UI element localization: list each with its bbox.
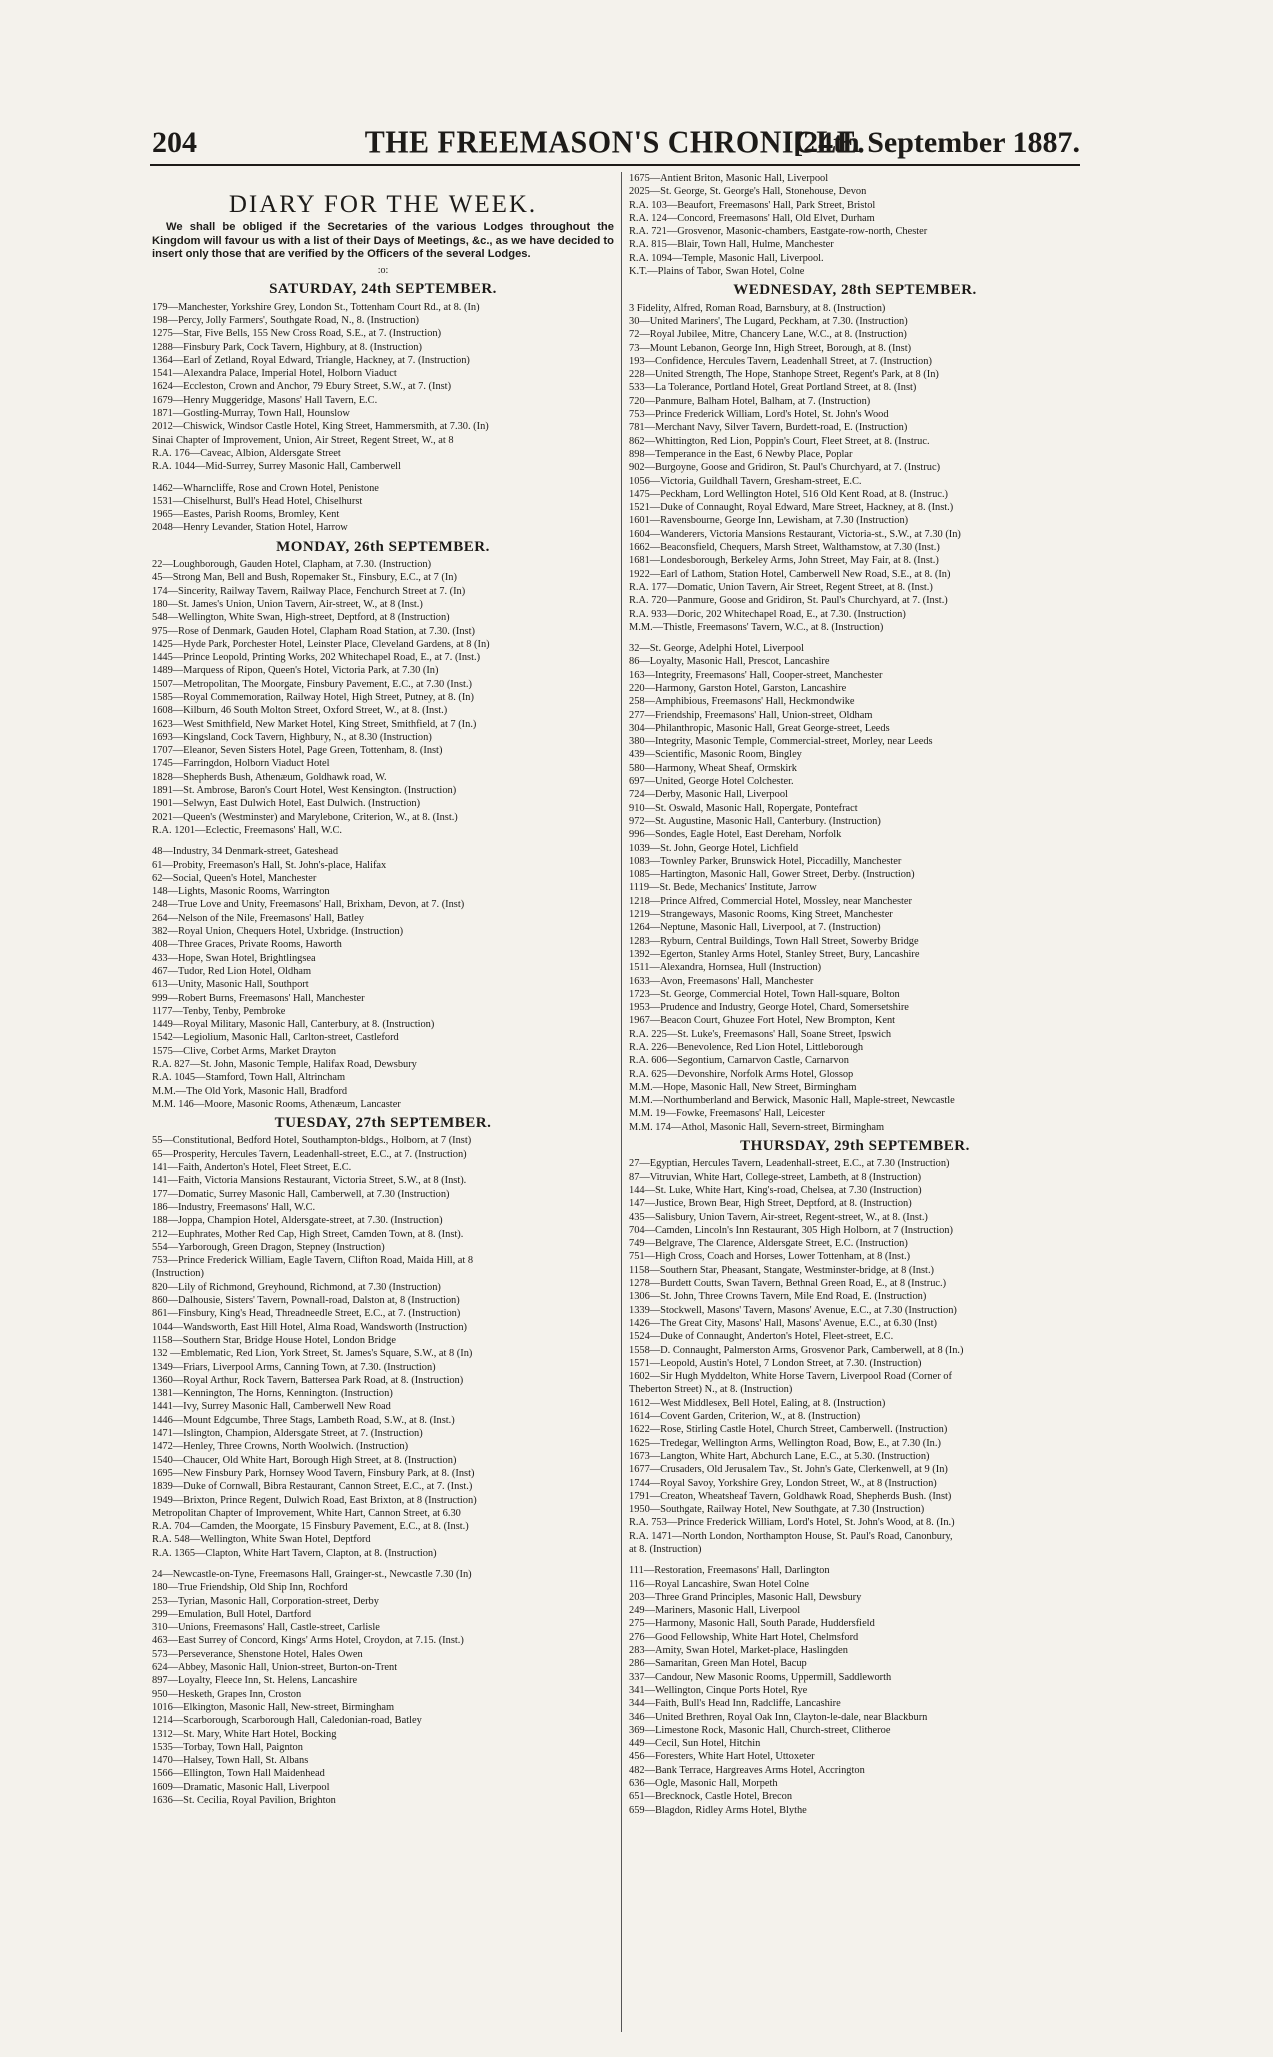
lodge-entry: R.A. 226—Benevolence, Red Lion Hotel, Littleborough — [629, 1042, 864, 1053]
lodge-entry: 1604—Wanderers, Victoria Mansions Restaurant, Victoria-st., S.W., at 7.30 (In) — [629, 528, 961, 540]
lodge-entry: 1901—Selwyn, East Dulwich Hotel, East Dulwich. (Instruction) — [152, 798, 421, 810]
group-gap — [629, 1556, 1081, 1564]
lodge-entry: 1472—Henley, Three Crowns, North Woolwich. (Instruction) — [152, 1441, 409, 1453]
lodge-entry: 1585—Royal Commemoration, Railway Hotel, High Street, Putney, at 8. (In) — [152, 691, 474, 703]
lodge-entry: 310—Unions, Freemasons' Hall, Castle-street, Carlisle — [152, 1622, 380, 1634]
lodge-entry: 1636—St. Cecilia, Royal Pavilion, Brighton — [152, 1795, 336, 1807]
lodge-entry: 1744—Royal Savoy, Yorkshire Grey, London Street, W., at 8 (Instruction) — [629, 1477, 937, 1489]
lodge-entry: R.A. 827—St. John, Masonic Temple, Halifax Road, Dewsbury — [152, 1059, 417, 1070]
lodge-entry: 1507—Metropolitan, The Moorgate, Finsbury Pavement, E.C., at 7.30 (Inst.) — [152, 678, 472, 690]
lodge-entry: 1693—Kingsland, Cock Tavern, Highbury, N., at 8.30 (Instruction) — [152, 731, 432, 743]
lodge-entry: 1364—Earl of Zetland, Royal Edward, Triangle, Hackney, at 7. (Instruction) — [152, 354, 470, 366]
lodge-entry: 1446—Mount Edgcumbe, Three Stags, Lambeth Road, S.W., at 8. (Inst.) — [152, 1414, 455, 1426]
lodge-entry: R.A. 1094—Temple, Masonic Hall, Liverpool. — [629, 252, 824, 264]
lodge-entry: 1524—Duke of Connaught, Anderton's Hotel, Fleet-street, E.C. — [629, 1331, 894, 1343]
lodge-entry: R.A. 753—Prince Frederick William, Lord's Hotel, St. John's Wood, at 8. (In.) — [629, 1517, 955, 1529]
lodge-entry: 1681—Londesborough, Berkeley Arms, John Street, May Fair, at 8. (Inst.) — [629, 555, 939, 567]
section-tuesday — [152, 1117, 614, 1807]
lodge-entry: 3 Fidelity, Alfred, Roman Road, Barnsbury, at 8. (Instruction) — [629, 302, 886, 314]
lodge-entry: 1922—Earl of Lathom, Station Hotel, Camberwell New Road, S.E., at 8. (In) — [629, 568, 951, 580]
lodge-entry: 996—Sondes, Eagle Hotel, East Dereham, Norfolk — [629, 829, 842, 841]
lodge-entry: 1425—Hyde Park, Porchester Hotel, Leinster Place, Cleveland Gardens, at 8 (In) — [152, 638, 490, 650]
lodge-entry: 1264—Neptune, Masonic Hall, Liverpool, at 7. (Instruction) — [629, 922, 881, 934]
lodge-entry: M.M.—Northumberland and Berwick, Masonic Hall, Maple-street, Newcastle — [629, 1095, 955, 1107]
lodge-entry: 975—Rose of Denmark, Gauden Hotel, Clapham Road Station, at 7.30. (Inst) — [152, 625, 475, 637]
lodge-entry: 1283—Ryburn, Central Buildings, Town Hall Street, Sowerby Bridge — [629, 935, 919, 947]
lodge-entry: 1839—Duke of Cornwall, Bibra Restaurant, Cannon Street, E.C., at 7. (Inst.) — [152, 1481, 473, 1493]
lodge-entry: 573—Perseverance, Shenstone Hotel, Hales Owen — [152, 1648, 363, 1660]
lodge-entry: 1967—Beacon Court, Ghuzee Fort Hotel, New Brompton, Kent — [629, 1015, 896, 1027]
lodge-entry: 1349—Friars, Liverpool Arms, Canning Town, at 7.30. (Instruction) — [152, 1361, 436, 1373]
lodge-entry: 860—Dalhousie, Sisters' Tavern, Pownall-road, Dalston at, 8 (Instruction) — [152, 1295, 460, 1307]
lodge-entry: 1614—Covent Garden, Criterion, W., at 8. (Instruction) — [629, 1411, 861, 1423]
lodge-entry: 2021—Queen's (Westminster) and Marylebone, Criterion, W., at 8. (Inst.) — [152, 811, 458, 823]
lodge-entry: at 8. (Instruction) — [629, 1543, 702, 1555]
lodge-entry: 2025—St. George, St. George's Hall, Stonehouse, Devon — [629, 186, 867, 198]
lodge-entry: 62—Social, Queen's Hotel, Manchester — [152, 872, 317, 884]
lodge-entry: 116—Royal Lancashire, Swan Hotel Colne — [629, 1578, 809, 1590]
lodge-entry: 380—Integrity, Masonic Temple, Commercial-street, Morley, near Leeds — [629, 736, 933, 748]
lodge-entry: 1612—West Middlesex, Bell Hotel, Ealing, at 8. (Instruction) — [629, 1397, 886, 1409]
lodge-entry: 749—Belgrave, The Clarence, Aldersgate Street, E.C. (Instruction) — [629, 1238, 908, 1250]
lodge-entry: 1575—Clive, Corbet Arms, Market Drayton — [152, 1045, 337, 1057]
lodge-entry: R.A. 1044—Mid-Surrey, Surrey Masonic Hall, Camberwell — [152, 461, 401, 473]
lodge-entry: 972—St. Augustine, Masonic Hall, Canterbury. (Instruction) — [629, 815, 881, 827]
lodge-entry: 1608—Kilburn, 46 South Molton Street, Oxford Street, W., at 8. (Inst.) — [152, 705, 448, 717]
lodge-entry: 697—United, George Hotel Colchester. — [629, 776, 794, 788]
lodge-entry: 910—St. Oswald, Masonic Hall, Ropergate, Pontefract — [629, 802, 858, 814]
lodge-entry: 258—Amphibious, Freemasons' Hall, Heckmondwike — [629, 696, 855, 708]
lodge-entry: 1602—Sir Hugh Myddelton, White Horse Tavern, Liverpool Road (Corner of — [629, 1371, 952, 1383]
day-heading: WEDNESDAY, 28th SEPTEMBER. — [733, 282, 977, 299]
lodge-entry: M.M.—Thistle, Freemasons' Tavern, W.C., at 8. (Instruction) — [629, 621, 884, 633]
lodge-entry: 248—True Love and Unity, Freemasons' Hall, Brixham, Devon, at 7. (Inst) — [152, 899, 465, 911]
lodge-entry: R.A. 1365—Clapton, White Hart Tavern, Clapton, at 8. (Instruction) — [152, 1547, 437, 1559]
day-heading: MONDAY, 26th SEPTEMBER. — [276, 538, 490, 555]
lodge-entry: Theberton Street) N., at 8. (Instruction) — [629, 1384, 793, 1396]
lodge-entry: 1662—Beaconsfield, Chequers, Marsh Street, Walthamstow, at 7.30 (Inst.) — [629, 542, 940, 554]
lodge-entry: 1871—Gostling-Murray, Town Hall, Hounslow — [152, 408, 350, 420]
lodge-entry: R.A. 548—Wellington, White Swan Hotel, Deptford — [152, 1534, 371, 1546]
lodge-entry: 624—Abbey, Masonic Hall, Union-street, Burton-on-Trent — [152, 1662, 398, 1674]
lodge-entry: 1571—Leopold, Austin's Hotel, 7 London Street, at 7.30. (Instruction) — [629, 1357, 922, 1369]
lodge-entry: 751—High Cross, Coach and Horses, Lower Tottenham, at 8 (Inst.) — [629, 1251, 911, 1263]
lodge-entry: 433—Hope, Swan Hotel, Brightlingsea — [152, 952, 316, 964]
lodge-entry: 249—Mariners, Masonic Hall, Liverpool — [629, 1605, 801, 1617]
lodge-entry: (Instruction) — [152, 1268, 204, 1280]
lodge-entry: 753—Prince Frederick William, Lord's Hotel, St. John's Wood — [629, 409, 889, 421]
lodge-entry: 1791—Creaton, Wheatsheaf Tavern, Goldhawk Road, Shepherds Bush. (Inst) — [629, 1490, 952, 1502]
lodge-entry: 87—Vitruvian, White Hart, College-street, Lambeth, at 8 (Instruction) — [629, 1171, 922, 1183]
lodge-entry: R.A. 176—Caveac, Albion, Aldersgate Street — [152, 447, 341, 459]
lodge-entry: 1609—Dramatic, Masonic Hall, Liverpool — [152, 1781, 330, 1793]
lodge-entry: 1531—Chiselhurst, Bull's Head Hotel, Chiselhurst — [152, 495, 363, 507]
lodge-entry: 48—Industry, 34 Denmark-street, Gateshead — [152, 846, 339, 858]
lodge-entry: 2012—Chiswick, Windsor Castle Hotel, King Street, Hammersmith, at 7.30. (In) — [152, 421, 489, 433]
lodge-entry: 1673—Langton, White Hart, Abchurch Lane, E.C., at 5.30. (Instruction) — [629, 1450, 930, 1462]
group-gap — [152, 474, 614, 482]
lodge-entry: 382—Royal Union, Chequers Hotel, Uxbridge. (Instruction) — [152, 926, 404, 938]
lodge-entry: 1360—Royal Arthur, Rock Tavern, Battersea Park Road, at 8. (Instruction) — [152, 1374, 464, 1386]
lodge-entry: 1016—Elkington, Masonic Hall, New-street, Birmingham — [152, 1701, 395, 1713]
lodge-entry: 820—Lily of Richmond, Greyhound, Richmond, at 7.30 (Instruction) — [152, 1281, 441, 1293]
lodge-entry: 1953—Prudence and Industry, George Hotel, Chard, Somersetshire — [629, 1002, 909, 1014]
lodge-entry: 1489—Marquess of Ripon, Queen's Hotel, Victoria Park, at 7.30 (In) — [152, 665, 439, 677]
lodge-entry: Metropolitan Chapter of Improvement, White Hart, Cannon Street, at 6.30 — [152, 1507, 461, 1519]
lodge-entry: 1949—Brixton, Prince Regent, Dulwich Road, East Brixton, at 8 (Instruction) — [152, 1494, 477, 1506]
lodge-entry: 463—East Surrey of Concord, Kings' Arms Hotel, Croydon, at 7.15. (Inst.) — [152, 1635, 464, 1647]
lodge-entry: 580—Harmony, Wheat Sheaf, Ormskirk — [629, 762, 797, 774]
diary-intro: We shall be obliged if the Secretaries of the various Lodges throughout the Kingdom will favour us with a list of their Days of Meetings, &c., as we have decided to insert only those that are verified by the Officers of the several Lodges. — [152, 221, 614, 261]
lodge-entry: 1633—Avon, Freemasons' Hall, Manchester — [629, 975, 814, 987]
lodge-entry: 1039—St. John, George Hotel, Lichfield — [629, 842, 799, 854]
lodge-entry: 1278—Burdett Coutts, Swan Tavern, Bethnal Green Road, E., at 8 (Instruc.) — [629, 1278, 947, 1290]
lodge-entry: 24—Newcastle-on-Tyne, Freemasons Hall, Grainger-st., Newcastle 7.30 (In) — [152, 1568, 472, 1580]
lodge-entry: 1566—Ellington, Town Hall Maidenhead — [152, 1768, 325, 1780]
lodge-entry: 1083—Townley Parker, Brunswick Hotel, Piccadilly, Manchester — [629, 855, 902, 867]
lodge-entry: 144—St. Luke, White Hart, King's-road, Chelsea, at 7.30 (Instruction) — [629, 1184, 922, 1196]
lodge-entry: 1218—Prince Alfred, Commercial Hotel, Mossley, near Manchester — [629, 895, 912, 907]
lodge-entry: 179—Manchester, Yorkshire Grey, London St., Tottenham Court Rd., at 8. (In) — [152, 301, 480, 313]
lodge-entry: 636—Ogle, Masonic Hall, Morpeth — [629, 1778, 778, 1790]
lodge-entry: 897—Loyalty, Fleece Inn, St. Helens, Lancashire — [152, 1675, 358, 1687]
lodge-entry: 1445—Prince Leopold, Printing Works, 202 Whitechapel Road, E., at 7. (Inst.) — [152, 652, 481, 664]
lodge-entry: 1622—Rose, Stirling Castle Hotel, Church Street, Camberwell. (Instruction) — [629, 1424, 948, 1436]
lodge-entry: 439—Scientific, Masonic Room, Bingley — [629, 749, 802, 761]
lodge-entry: 72—Royal Jubilee, Mitre, Chancery Lane, W.C., at 8. (Instruction) — [629, 329, 907, 341]
lodge-entry: Sinai Chapter of Improvement, Union, Air Street, Regent Street, W., at 8 — [152, 434, 454, 446]
lodge-entry: 1950—Southgate, Railway Hotel, New Southgate, at 7.30 (Instruction) — [629, 1504, 925, 1516]
lodge-entry: 533—La Tolerance, Portland Hotel, Great Portland Street, at 8. (Inst) — [629, 382, 917, 394]
left-column — [152, 172, 614, 1807]
lodge-entry: 147—Justice, Brown Bear, High Street, Deptford, at 8. (Instruction) — [629, 1198, 912, 1210]
lodge-entry: 1623—West Smithfield, New Market Hotel, King Street, Smithfield, at 7 (In.) — [152, 718, 477, 730]
section-tuesday-continued — [629, 172, 1081, 278]
lodge-entry: M.M.—The Old York, Masonic Hall, Bradford — [152, 1085, 348, 1097]
lodge-entry: 193—Confidence, Hercules Tavern, Leadenhall Street, at 7. (Instruction) — [629, 355, 932, 367]
day-heading: THURSDAY, 29th SEPTEMBER. — [740, 1138, 970, 1155]
lodge-entry: R.A. 103—Beaufort, Freemasons' Hall, Park Street, Bristol — [629, 199, 876, 211]
lodge-entry: 1521—Duke of Connaught, Royal Edward, Mare Street, Hackney, at 8. (Inst.) — [629, 502, 954, 514]
lodge-entry: M.M. 19—Fowke, Freemasons' Hall, Leicester — [629, 1108, 825, 1120]
lodge-entry: 1891—St. Ambrose, Baron's Court Hotel, West Kensington. (Instruction) — [152, 785, 457, 797]
lodge-entry: 27—Egyptian, Hercules Tavern, Leadenhall-street, E.C., at 7.30 (Instruction) — [629, 1158, 950, 1170]
lodge-entry: 22—Loughborough, Gauden Hotel, Clapham, at 7.30. (Instruction) — [152, 559, 432, 571]
lodge-entry: 1312—St. Mary, White Hart Hotel, Bocking — [152, 1728, 337, 1740]
lodge-entry: 286—Samaritan, Green Man Hotel, Bacup — [629, 1658, 807, 1670]
lodge-entry: 45—Strong Man, Bell and Bush, Ropemaker St., Finsbury, E.C., at 7 (In) — [152, 572, 457, 584]
lodge-entry: 141—Faith, Anderton's Hotel, Fleet Street, E.C. — [152, 1162, 352, 1174]
lodge-entry: 950—Hesketh, Grapes Inn, Croston — [152, 1688, 302, 1700]
lodge-entry: R.A. 124—Concord, Freemasons' Hall, Old Elvet, Durham — [629, 212, 875, 224]
lodge-entry: 30—United Mariners', The Lugard, Peckham, at 7.30. (Instruction) — [629, 315, 908, 327]
lodge-entry: 203—Three Grand Principles, Masonic Hall, Dewsbury — [629, 1591, 862, 1603]
day-heading: SATURDAY, 24th SEPTEMBER. — [269, 281, 497, 298]
lodge-entry: 283—Amity, Swan Hotel, Market-place, Haslingden — [629, 1645, 848, 1657]
lodge-entry: 1219—Strangeways, Masonic Rooms, King Street, Manchester — [629, 909, 893, 921]
lodge-entry: 32—St. George, Adelphi Hotel, Liverpool — [629, 643, 804, 655]
lodge-entry: 408—Three Graces, Private Rooms, Haworth — [152, 939, 342, 951]
lodge-entry: 188—Joppa, Champion Hotel, Aldersgate-street, at 7.30. (Instruction) — [152, 1215, 443, 1227]
lodge-entry: 1828—Shepherds Bush, Athenæum, Goldhawk road, W. — [152, 771, 387, 783]
lodge-entry: 1695—New Finsbury Park, Hornsey Wood Tavern, Finsbury Park, at 8. (Inst) — [152, 1467, 475, 1479]
lodge-entry: K.T.—Plains of Tabor, Swan Hotel, Colne — [629, 266, 805, 278]
lodge-entry: M.M.—Hope, Masonic Hall, New Street, Birmingham — [629, 1081, 857, 1093]
lodge-entry: 177—Domatic, Surrey Masonic Hall, Camberwell, at 7.30 (Instruction) — [152, 1188, 450, 1200]
lodge-entry: 73—Mount Lebanon, George Inn, High Street, Borough, at 8. (Inst) — [629, 342, 912, 354]
lodge-entry: 141—Faith, Victoria Mansions Restaurant, Victoria Street, S.W., at 8 (Inst). — [152, 1175, 467, 1187]
lodge-entry: 1462—Wharncliffe, Rose and Crown Hotel, Penistone — [152, 482, 379, 494]
day-heading: TUESDAY, 27th SEPTEMBER. — [274, 1115, 492, 1132]
lodge-entry: 1056—Victoria, Guildhall Tavern, Gresham-street, E.C. — [629, 475, 862, 487]
page-number: 204 — [152, 126, 197, 159]
lodge-entry: 253—Tyrian, Masonic Hall, Corporation-street, Derby — [152, 1595, 379, 1607]
group-gap — [152, 1560, 614, 1568]
lodge-entry: 1624—Eccleston, Crown and Anchor, 79 Ebury Street, S.W., at 7. (Inst) — [152, 381, 452, 393]
lodge-entry: 55—Constitutional, Bedford Hotel, Southampton-bldgs., Holborn, at 7 (Inst) — [152, 1135, 472, 1147]
lodge-entry: M.M. 174—Athol, Masonic Hall, Severn-street, Birmingham — [629, 1121, 885, 1133]
lodge-entry: 449—Cecil, Sun Hotel, Hitchin — [629, 1738, 761, 1750]
group-gap — [152, 837, 614, 845]
column-divider — [621, 172, 622, 2032]
section-saturday — [152, 283, 614, 534]
lodge-entry: 862—Whittington, Red Lion, Poppin's Court, Fleet Street, at 8. (Instruc. — [629, 435, 930, 447]
diary-title: DIARY FOR THE WEEK. — [228, 191, 538, 218]
lodge-entry: 276—Good Fellowship, White Hart Hotel, Chelmsford — [629, 1631, 859, 1643]
lodge-entry: 61—Probity, Freemason's Hall, St. John's-place, Halifax — [152, 859, 387, 871]
lodge-entry: R.A. 1045—Stamford, Town Hall, Altrincham — [152, 1072, 346, 1084]
lodge-entry: 1381—Kennington, The Horns, Kennington. (Instruction) — [152, 1388, 393, 1400]
lodge-entry: R.A. 225—St. Luke's, Freemasons' Hall, Soane Street, Ipswich — [629, 1028, 892, 1040]
lodge-entry: 180—True Friendship, Old Ship Inn, Rochford — [152, 1582, 348, 1594]
page-header — [150, 124, 1080, 166]
lodge-entry: 86—Loyalty, Masonic Hall, Prescot, Lancashire — [629, 656, 830, 668]
lodge-entry: 1288—Finsbury Park, Cock Tavern, Highbury, at 8. (Instruction) — [152, 341, 422, 353]
lodge-entry: M.M. 146—Moore, Masonic Rooms, Athenæum, Lancaster — [152, 1098, 401, 1110]
lodge-entry: 228—United Strength, The Hope, Stanhope Street, Regent's Park, at 8 (In) — [629, 369, 939, 381]
lodge-entry: 435—Salisbury, Union Tavern, Air-street, Regent-street, W., at 8. (Inst.) — [629, 1211, 928, 1223]
lodge-entry: R.A. 720—Panmure, Goose and Gridiron, St. Paul's Churchyard, at 7. (Inst.) — [629, 595, 948, 607]
lodge-entry: R.A. 704—Camden, the Moorgate, 15 Finsbury Pavement, E.C., at 8. (Inst.) — [152, 1521, 469, 1533]
publication-title: THE FREEMASON'S CHRONICLE. — [364, 125, 866, 160]
lodge-entry: 1214—Scarborough, Scarborough Hall, Caledonian-road, Batley — [152, 1715, 422, 1727]
lodge-entry: 1339—Stockwell, Masons' Tavern, Masons' Avenue, E.C., at 7.30 (Instruction) — [629, 1304, 957, 1316]
lodge-entry: 704—Camden, Lincoln's Inn Restaurant, 305 High Holborn, at 7 (Instruction) — [629, 1224, 953, 1236]
lodge-entry: R.A. 606—Segontium, Carnarvon Castle, Carnarvon — [629, 1055, 849, 1067]
section-thursday — [629, 1140, 1081, 1817]
lodge-entry: 1535—Torbay, Town Hall, Paignton — [152, 1741, 303, 1753]
lodge-entry: R.A. 1201—Eclectic, Freemasons' Hall, W.C. — [152, 824, 343, 836]
group-gap — [629, 634, 1081, 642]
lodge-entry: 902—Burgoyne, Goose and Gridiron, St. Paul's Churchyard, at 7. (Instruc) — [629, 462, 941, 474]
lodge-entry: 554—Yarborough, Green Dragon, Stepney (Instruction) — [152, 1241, 385, 1253]
lodge-entry: 180—St. James's Union, Union Tavern, Air-street, W., at 8 (Inst.) — [152, 598, 423, 610]
lodge-entry: 467—Tudor, Red Lion Hotel, Oldham — [152, 965, 312, 977]
lodge-entry: R.A. 625—Devonshire, Norfolk Arms Hotel, Glossop — [629, 1068, 854, 1080]
lodge-entry: R.A. 721—Grosvenor, Masonic-chambers, Eastgate-row-north, Chester — [629, 226, 928, 238]
lodge-entry: R.A. 177—Domatic, Union Tavern, Air Street, Regent Street, at 8. (Inst.) — [629, 581, 933, 593]
lodge-entry: 659—Blagdon, Ridley Arms Hotel, Blythe — [629, 1804, 807, 1816]
lodge-entry: 1470—Halsey, Town Hall, St. Albans — [152, 1755, 309, 1767]
section-monday — [152, 538, 614, 1111]
lodge-entry: 148—Lights, Masonic Rooms, Warrington — [152, 886, 330, 898]
lodge-entry: 337—Candour, New Masonic Rooms, Uppermill, Saddleworth — [629, 1671, 892, 1683]
lodge-entry: 613—Unity, Masonic Hall, Southport — [152, 979, 309, 991]
lodge-entry: 1158—Southern Star, Pheasant, Stangate, Westminster-bridge, at 8 (Inst.) — [629, 1264, 935, 1276]
lodge-entry: 264—Nelson of the Nile, Freemasons' Hall, Batley — [152, 912, 364, 924]
lodge-entry: 299—Emulation, Bull Hotel, Dartford — [152, 1608, 312, 1620]
lodge-entry: 304—Philanthropic, Masonic Hall, Great George-street, Leeds — [629, 722, 890, 734]
lodge-entry: 1177—Tenby, Tenby, Pembroke — [152, 1005, 286, 1017]
lodge-entry: 482—Bank Terrace, Hargreaves Arms Hotel, Accrington — [629, 1764, 865, 1776]
lodge-entry: 65—Prosperity, Hercules Tavern, Leadenhall-street, E.C., at 7. (Instruction) — [152, 1148, 467, 1160]
section-wednesday — [629, 284, 1081, 1134]
lodge-entry: 1540—Chaucer, Old White Hart, Borough High Street, at 8. (Instruction) — [152, 1454, 457, 1466]
lodge-entry: 132 —Emblematic, Red Lion, York Street, St. James's Square, S.W., at 8 (In) — [152, 1348, 473, 1360]
lodge-entry: 198—Percy, Jolly Farmers', Southgate Road, N., 8. (Instruction) — [152, 314, 419, 326]
lodge-entry: 1707—Eleanor, Seven Sisters Hotel, Page Green, Tottenham, 8. (Inst) — [152, 745, 443, 757]
lodge-entry: 1677—Crusaders, Old Jerusalem Tav., St. John's Gate, Clerkenwell, at 9 (In) — [629, 1464, 948, 1476]
issue-date: [24th September 1887. — [793, 126, 1080, 159]
lodge-entry: 1625—Tredegar, Wellington Arms, Wellington Road, Bow, E., at 7.30 (In.) — [629, 1437, 941, 1449]
lodge-entry: 1745—Farringdon, Holborn Viaduct Hotel — [152, 758, 330, 770]
lodge-entry: 220—Harmony, Garston Hotel, Garston, Lancashire — [629, 682, 847, 694]
lodge-entry: 781—Merchant Navy, Silver Tavern, Burdett-road, E. (Instruction) — [629, 422, 908, 434]
lodge-entry: 275—Harmony, Masonic Hall, South Parade, Huddersfield — [629, 1618, 875, 1630]
lodge-entry: 174—Sincerity, Railway Tavern, Railway Place, Fenchurch Street at 7. (In) — [152, 585, 466, 597]
intro-divider: :o: — [377, 265, 389, 277]
lodge-entry: 1723—St. George, Commercial Hotel, Town Hall-square, Bolton — [629, 988, 900, 1000]
lodge-entry: 1542—Legiolium, Masonic Hall, Carlton-street, Castleford — [152, 1032, 399, 1044]
lodge-entry: 346—United Brethren, Royal Oak Inn, Clayton-le-dale, near Blackburn — [629, 1711, 928, 1723]
lodge-entry: 898—Temperance in the East, 6 Newby Place, Poplar — [629, 448, 853, 460]
lodge-entry: 1306—St. John, Three Crowns Tavern, Mile End Road, E. (Instruction) — [629, 1291, 927, 1303]
right-column — [629, 172, 1081, 1817]
lodge-entry: 1541—Alexandra Palace, Imperial Hotel, Holborn Viaduct — [152, 368, 397, 380]
lodge-entry: 1441—Ivy, Surrey Masonic Hall, Camberwell New Road — [152, 1401, 391, 1413]
lodge-entry: 1558—D. Connaught, Palmerston Arms, Grosvenor Park, Camberwell, at 8 (In.) — [629, 1344, 964, 1356]
lodge-entry: 1475—Peckham, Lord Wellington Hotel, 516 Old Kent Road, at 8. (Instruc.) — [629, 488, 949, 500]
lodge-entry: 1601—Ravensbourne, George Inn, Lewisham, at 7.30 (Instruction) — [629, 515, 909, 527]
lodge-entry: 2048—Henry Levander, Station Hotel, Harrow — [152, 522, 348, 534]
lodge-entry: 1965—Eastes, Parish Rooms, Bromley, Kent — [152, 509, 340, 521]
lodge-entry: 341—Wellington, Cinque Ports Hotel, Rye — [629, 1684, 808, 1696]
lodge-entry: 1275—Star, Five Bells, 155 New Cross Road, S.E., at 7. (Instruction) — [152, 328, 442, 340]
lodge-entry: 1392—Egerton, Stanley Arms Hotel, Stanley Street, Bury, Lancashire — [629, 948, 920, 960]
lodge-entry: 651—Brecknock, Castle Hotel, Brecon — [629, 1791, 793, 1803]
lodge-entry: 1471—Islington, Champion, Aldersgate Street, at 7. (Instruction) — [152, 1428, 423, 1440]
lodge-entry: 720—Panmure, Balham Hotel, Balham, at 7. (Instruction) — [629, 395, 871, 407]
lodge-entry: R.A. 1471—North London, Northampton House, St. Paul's Road, Canonbury, — [629, 1530, 953, 1542]
lodge-entry: 999—Robert Burns, Freemasons' Hall, Manchester — [152, 992, 365, 1004]
lodge-entry: 861—Finsbury, King's Head, Threadneedle Street, E.C., at 7. (Instruction) — [152, 1308, 461, 1320]
lodge-entry: 724—Derby, Masonic Hall, Liverpool — [629, 789, 788, 801]
lodge-entry: 548—Wellington, White Swan, High-street, Deptford, at 8 (Instruction) — [152, 612, 450, 624]
lodge-entry: 1679—Henry Muggeridge, Masons' Hall Tavern, E.C. — [152, 394, 378, 406]
lodge-entry: 186—Industry, Freemasons' Hall, W.C. — [152, 1201, 316, 1213]
lodge-entry: 1085—Hartington, Masonic Hall, Gower Street, Derby. (Instruction) — [629, 869, 915, 881]
lodge-entry: 212—Euphrates, Mother Red Cap, High Street, Camden Town, at 8. (Inst). — [152, 1228, 464, 1240]
lodge-entry: 1511—Alexandra, Hornsea, Hull (Instruction) — [629, 962, 822, 974]
lodge-entry: 1426—The Great City, Masons' Hall, Masons' Avenue, E.C., at 6.30 (Inst) — [629, 1317, 937, 1329]
lodge-entry: 1675—Antient Briton, Masonic Hall, Liverpool — [629, 173, 829, 184]
lodge-entry: 1119—St. Bede, Mechanics' Institute, Jarrow — [629, 882, 817, 894]
lodge-entry: 111—Restoration, Freemasons' Hall, Darlington — [629, 1565, 830, 1577]
lodge-entry: R.A. 933—Doric, 202 Whitechapel Road, E., at 7.30. (Instruction) — [629, 608, 906, 620]
lodge-entry: 1449—Royal Military, Masonic Hall, Canterbury, at 8. (Instruction) — [152, 1019, 435, 1031]
lodge-entry: 369—Limestone Rock, Masonic Hall, Church-street, Clitheroe — [629, 1724, 891, 1736]
lodge-entry: 277—Friendship, Freemasons' Hall, Union-street, Oldham — [629, 709, 873, 721]
lodge-entry: 344—Faith, Bull's Head Inn, Radcliffe, Lancashire — [629, 1698, 841, 1710]
lodge-entry: 1158—Southern Star, Bridge House Hotel, London Bridge — [152, 1334, 396, 1346]
lodge-entry: 456—Foresters, White Hart Hotel, Uttoxeter — [629, 1751, 815, 1763]
lodge-entry: 753—Prince Frederick William, Eagle Tavern, Clifton Road, Maida Hill, at 8 — [152, 1255, 474, 1267]
lodge-entry: 1044—Wandsworth, East Hill Hotel, Alma Road, Wandsworth (Instruction) — [152, 1321, 468, 1333]
lodge-entry: 163—Integrity, Freemasons' Hall, Cooper-street, Manchester — [629, 669, 883, 681]
lodge-entry: R.A. 815—Blair, Town Hall, Hulme, Manchester — [629, 239, 834, 251]
